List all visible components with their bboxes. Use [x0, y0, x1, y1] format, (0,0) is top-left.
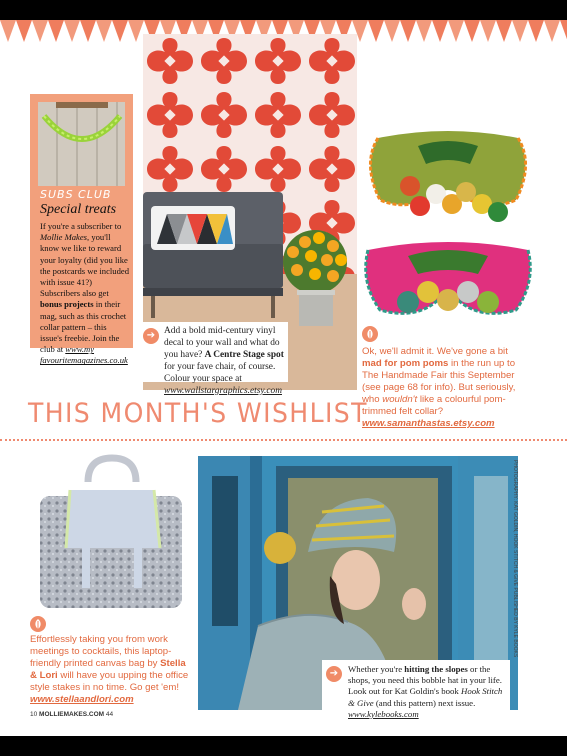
decal-caption [140, 322, 288, 396]
hat-caption [322, 660, 510, 719]
hat-caption-text: Whether you're hitting the slopes or the shops, you need this bobble hat in your life. Look out for Kat Goldin's book Hook Stitch & Give (and this pattern) next issue. www.kylebooks.com [348, 664, 503, 719]
bunting-flag [400, 20, 416, 42]
bunting-flag [544, 20, 560, 42]
photo-credit: PHOTOGRAPHY: KAT GOLDIN, HOOK STITCH & GIVE PUBLISHED BY KYLE BOOKS [512, 460, 518, 658]
site-name: MOLLIEMAKES.COM [39, 711, 105, 718]
subs-club-link[interactable]: www.my favouritemagazines.co.uk [40, 344, 128, 366]
pompom-caption: Ok, we'll admit it. We've gone a bit mad for pom poms in the run up to The Handmade Fair this September (see page 68 for info). But seriously, who wouldn't like a colourful pom-trimmed felt collar? www.samanthastas.etsy.com [362, 346, 516, 429]
bunting-flag [384, 20, 400, 42]
page-number: 10 [30, 711, 38, 718]
canvas-bag-photo [30, 452, 190, 617]
arrow-icon: ➔ [326, 666, 342, 682]
bunting-flag [96, 20, 112, 42]
decal-caption-text: Add a bold mid-century vinyl decal to your wall and what do you have? A Centre Stage spot for your fave chair, of course. Colour your space at www.wallstargraphics.etsy.com [164, 326, 284, 396]
bag-caption: Effortlessly taking you from work meetings to cocktails, this laptop-friendly printed canvas bag by Stella & Lori will have you upping the office style stakes in no time. Go get 'em! www.stellaandlori.com [30, 634, 189, 705]
magazine-page [0, 20, 567, 736]
bunting-flag [128, 20, 144, 42]
subs-club-body: If you're a subscriber to Mollie Makes, you'll know we like to reward your loyalty (did you like the postcards we included with issue 41?) Subscribers also get bonus projects in their mag, such as this crochet collar pattern – this issue's freebie. Join the club at www.my favouritemagazines.co.uk [40, 221, 130, 366]
leaf-icon [362, 326, 378, 342]
bunting-flag [512, 20, 528, 42]
bunting-flag [480, 20, 496, 42]
bunting-flag [112, 20, 128, 42]
issue-number: 44 [105, 711, 114, 718]
bunting-flag [432, 20, 448, 42]
bunting-flag [32, 20, 48, 42]
bunting-flag [368, 20, 384, 42]
bunting-flag [416, 20, 432, 42]
subs-club-label: SUBS CLUB [40, 188, 112, 201]
bunting-flag [80, 20, 96, 42]
triangle-cushion [151, 206, 235, 250]
bunting-flag [0, 20, 16, 42]
bunting-flag [496, 20, 512, 42]
bunting-flag [64, 20, 80, 42]
bunting-flag [528, 20, 544, 42]
bunting-flag [560, 20, 567, 42]
dotted-divider [0, 439, 567, 441]
hat-link[interactable]: www.kylebooks.com [348, 708, 419, 719]
bunting-flag [48, 20, 64, 42]
felt-collars-photo [358, 124, 538, 322]
bunting-flag [16, 20, 32, 42]
arrow-icon: ➔ [143, 328, 159, 344]
leaf-icon [30, 616, 46, 632]
page-footer [30, 711, 113, 718]
bunting-flag [464, 20, 480, 42]
bag-link[interactable]: www.stellaandlori.com [30, 694, 134, 705]
crochet-collar-photo [38, 102, 125, 186]
decal-link[interactable]: www.wallstargraphics.etsy.com [164, 386, 282, 396]
pompom-link[interactable]: www.samanthastas.etsy.com [362, 418, 495, 429]
page-title: THIS MONTH'S WISHLIST [28, 398, 368, 429]
subs-club-box [30, 94, 133, 366]
bunting-flag [448, 20, 464, 42]
subs-club-heading: Special treats [40, 202, 117, 217]
